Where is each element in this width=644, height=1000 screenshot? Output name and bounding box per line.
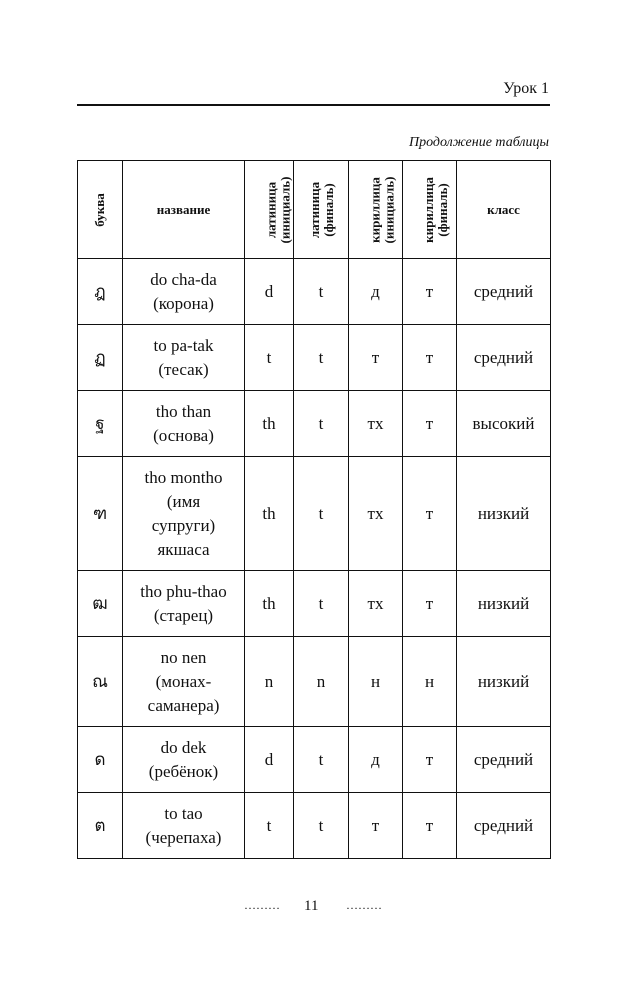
table-row bbox=[78, 571, 551, 637]
page-footer bbox=[0, 898, 644, 918]
cyrillic-initial-cell: тх bbox=[349, 391, 403, 457]
cyrillic-final-cell: т bbox=[403, 727, 457, 793]
latin-final-cell: t bbox=[294, 457, 349, 571]
latin-final-cell: t bbox=[294, 571, 349, 637]
letter-name-cell: tho phu-thao (старец) bbox=[123, 571, 245, 637]
thai-letter-cell: ด bbox=[78, 727, 123, 793]
class-cell: средний bbox=[457, 727, 551, 793]
column-header-cyrillic-final: кириллица (финаль) bbox=[403, 161, 457, 259]
letter-name-cell: no nen (монах- саманера) bbox=[123, 637, 245, 727]
cyrillic-final-cell: т bbox=[403, 325, 457, 391]
latin-initial-cell: th bbox=[245, 457, 294, 571]
class-cell: средний bbox=[457, 259, 551, 325]
thai-letter-cell: ฎ bbox=[78, 259, 123, 325]
cyrillic-final-cell: н bbox=[403, 637, 457, 727]
cyrillic-initial-cell: т bbox=[349, 325, 403, 391]
column-header-cyrillic-initial: кириллица (инициаль) bbox=[349, 161, 403, 259]
page-number: 11 bbox=[304, 898, 319, 914]
column-header-latin-initial: латиница (инициаль) bbox=[245, 161, 294, 259]
table-row bbox=[78, 637, 551, 727]
cyrillic-initial-cell: тх bbox=[349, 457, 403, 571]
table-row bbox=[78, 259, 551, 325]
cyrillic-final-cell: т bbox=[403, 571, 457, 637]
class-cell: низкий bbox=[457, 457, 551, 571]
latin-final-cell: t bbox=[294, 259, 349, 325]
latin-initial-cell: d bbox=[245, 259, 294, 325]
cyrillic-initial-cell: д bbox=[349, 259, 403, 325]
class-cell: средний bbox=[457, 793, 551, 859]
latin-initial-cell: t bbox=[245, 325, 294, 391]
table-row bbox=[78, 793, 551, 859]
latin-final-cell: t bbox=[294, 727, 349, 793]
cyrillic-initial-cell: тх bbox=[349, 571, 403, 637]
letter-name-cell: tho montho (имя супруги) якшаса bbox=[123, 457, 245, 571]
column-header-name: название bbox=[123, 161, 245, 259]
cyrillic-initial-cell: т bbox=[349, 793, 403, 859]
thai-letter-cell: ฏ bbox=[78, 325, 123, 391]
thai-letter-cell: ณ bbox=[78, 637, 123, 727]
footer-dots-right: ……… bbox=[346, 898, 382, 912]
page-header bbox=[77, 80, 549, 106]
letter-name-cell: to tao (черепаха) bbox=[123, 793, 245, 859]
footer-dots-left: ……… bbox=[244, 898, 280, 912]
table-continuation-note: Продолжение таблицы bbox=[408, 135, 549, 150]
letter-name-cell: tho than (основа) bbox=[123, 391, 245, 457]
cyrillic-final-cell: т bbox=[403, 391, 457, 457]
table-row bbox=[78, 457, 551, 571]
letter-name-cell: do cha-da (корона) bbox=[123, 259, 245, 325]
letter-name-cell: do dek (ребёнок) bbox=[123, 727, 245, 793]
latin-final-cell: t bbox=[294, 793, 349, 859]
cyrillic-final-cell: т bbox=[403, 457, 457, 571]
latin-initial-cell: n bbox=[245, 637, 294, 727]
table-row bbox=[78, 325, 551, 391]
latin-final-cell: t bbox=[294, 391, 349, 457]
latin-initial-cell: th bbox=[245, 571, 294, 637]
latin-final-cell: t bbox=[294, 325, 349, 391]
class-cell: высокий bbox=[457, 391, 551, 457]
table-row bbox=[78, 391, 551, 457]
header-rule bbox=[77, 104, 550, 106]
latin-final-cell: n bbox=[294, 637, 349, 727]
cyrillic-initial-cell: н bbox=[349, 637, 403, 727]
class-cell: низкий bbox=[457, 571, 551, 637]
letter-name-cell: to pa-tak (тесак) bbox=[123, 325, 245, 391]
column-header-letter: буква bbox=[78, 161, 123, 259]
table-header-row bbox=[78, 161, 551, 259]
latin-initial-cell: d bbox=[245, 727, 294, 793]
lesson-title: Урок 1 bbox=[503, 80, 549, 97]
latin-initial-cell: th bbox=[245, 391, 294, 457]
thai-letter-cell: ฒ bbox=[78, 571, 123, 637]
class-cell: средний bbox=[457, 325, 551, 391]
table-row bbox=[78, 727, 551, 793]
latin-initial-cell: t bbox=[245, 793, 294, 859]
cyrillic-initial-cell: д bbox=[349, 727, 403, 793]
column-header-latin-final: латиница (финаль) bbox=[294, 161, 349, 259]
cyrillic-final-cell: т bbox=[403, 259, 457, 325]
class-cell: низкий bbox=[457, 637, 551, 727]
cyrillic-final-cell: т bbox=[403, 793, 457, 859]
thai-letter-cell: ฐ bbox=[78, 391, 123, 457]
thai-letter-cell: ฑ bbox=[78, 457, 123, 571]
column-header-class: класс bbox=[457, 161, 551, 259]
thai-letter-cell: ต bbox=[78, 793, 123, 859]
thai-consonant-table bbox=[77, 160, 551, 859]
